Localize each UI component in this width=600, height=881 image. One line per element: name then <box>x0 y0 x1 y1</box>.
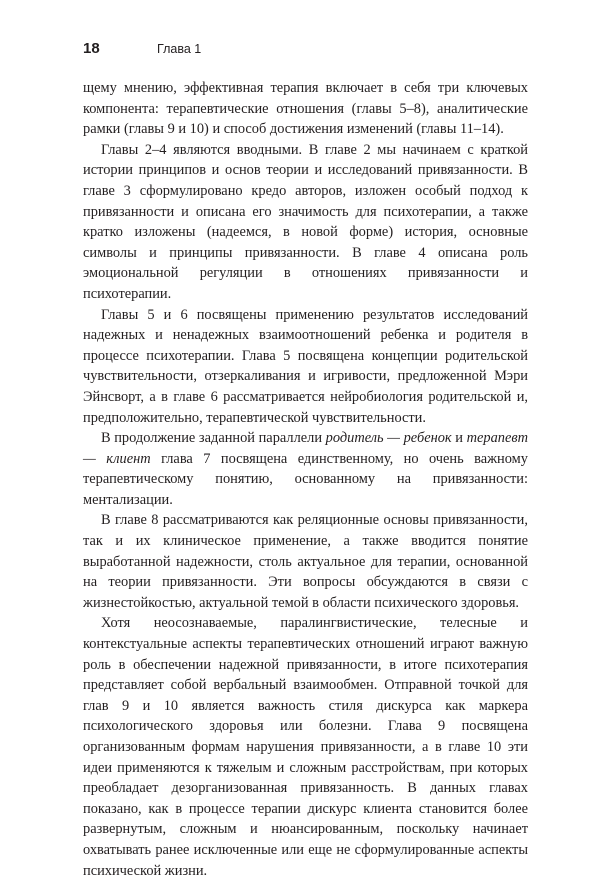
paragraph-text: и <box>451 430 467 447</box>
paragraph-continued: щему мнению, эффективная терапия включает в себя три ключевых компонента: терапевтические отношения (главы 5–8), аналитические рамки (главы 9 и 10) и способ достижения изменений (главы 11–14). <box>83 80 528 138</box>
paragraph-text: глава 7 посвящена единственному, но очень важному терапевтическому понятию, основанному на привязанности: ментализации. <box>83 450 528 508</box>
page-number: 18 <box>83 40 100 57</box>
italic-term: терапевт — клиент <box>83 430 528 467</box>
paragraph-chapter-7 <box>83 428 528 510</box>
chapter-label: Глава 1 <box>157 42 202 56</box>
body-text <box>83 78 528 881</box>
paragraph-text: В продолжение заданной параллели <box>101 430 326 447</box>
paragraph-chapter-8: В главе 8 рассматриваются как реляционные основы привязанности, так и их клиническое применение, а также вводится понятие выработанной надежности, столь актуальное для терапии, основанной на теории привязанности. Эти вопросы обсуждаются в связи с жизнестойкостью, актуальной темой в области психического здоровья. <box>83 512 528 611</box>
running-head <box>83 40 528 62</box>
paragraph-intro-chapters: Главы 2–4 являются вводными. В главе 2 мы начинаем с краткой истории принципов и основ теории и исследований привязанности. В главе 3 сформулировано кредо авторов, изложен особый подход к привязанности и описана его значимость для психотерапии, а также кратко изложены (надеемся, в новой форме) история, основные символы и принципы привязанности. В главе 4 описана роль эмоциональной регуляции в отношениях привязанности и психотерапии. <box>83 141 528 302</box>
paragraph-chapters-9-10: Хотя неосознаваемые, паралингвистические, телесные и контекстуальные аспекты терапевтических отношений играют важную роль в обеспечении надежной привязанности, в итоге психотерапия представляет собой вербальный взаимообмен. Отправной точкой для глав 9 и 10 является важность стиля дискурса как маркера психологического здоровья или болезни. Глава 9 посвящена организованным формам нарушения привязанности, а в главе 10 эти идеи применяются к тяжелым и сложным расстройствам, при которых преобладает дезорганизованная привязанность. В данных главах показано, как в процессе терапии дискурс клиента становится более развернутым, сложным и нюансированным, поскольку начинает охватывать ранее исключенные или еще не сформулированные аспекты психической жизни. <box>83 615 528 879</box>
book-page <box>83 40 528 881</box>
italic-term: родитель — ребенок <box>325 430 452 447</box>
paragraph-chapters-5-6: Главы 5 и 6 посвящены применению результатов исследований надежных и ненадежных взаимоотношений ребенка и родителя в процессе психотерапии. Глава 5 посвящена концепции родительской чувствительности, отзеркаливания и игривости, предложенной Мэри Эйнсворт, а в главе 6 рассматривается нейробиология родительской и, предположительно, терапевтической чувствительности. <box>83 306 528 426</box>
